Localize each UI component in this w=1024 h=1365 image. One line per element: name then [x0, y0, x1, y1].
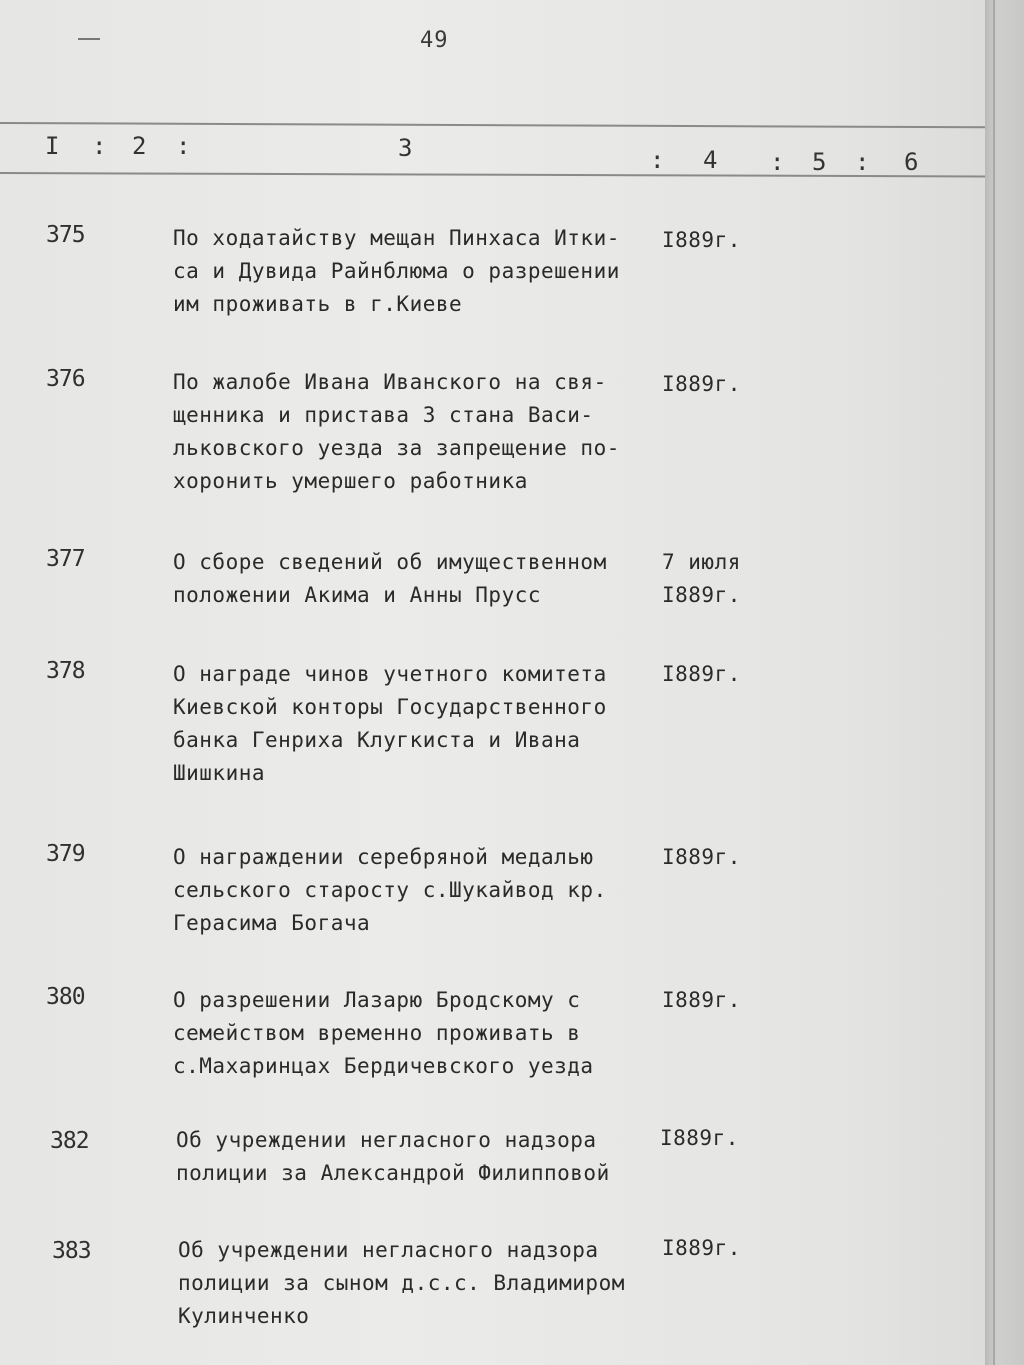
entry-title-line: хоронить умершего работника [173, 469, 528, 493]
entry-date [662, 841, 762, 874]
page-number: 49 [420, 28, 449, 53]
entry-title-line: Об учреждении негласного надзора [176, 1128, 597, 1152]
entry-number: 377 [46, 546, 85, 572]
entry-title-line: Герасима Богача [173, 911, 371, 935]
column-header-5: 5 [812, 148, 827, 176]
column-header-4: 4 [703, 146, 718, 174]
entry-title [173, 841, 653, 940]
entry-title [173, 366, 653, 498]
entry-date-line: 7 июля [662, 550, 741, 574]
entry-title [178, 1234, 658, 1333]
entry-number: 379 [46, 841, 85, 867]
entry-number: 380 [46, 984, 85, 1010]
column-separator: : [176, 132, 191, 160]
entry-number: 383 [52, 1238, 91, 1264]
entry-title [173, 658, 653, 790]
entry-title-line: сельского старосту с.Шукайвод кр. [173, 878, 607, 902]
column-separator: : [650, 146, 665, 174]
entry-title-line: Шишкина [173, 761, 266, 785]
column-header-6: 6 [904, 148, 919, 176]
entry-title-line: О награждении серебряной медалью [173, 845, 594, 869]
entry-title-line: О разрешении Лазарю Бродскому с [173, 988, 581, 1012]
column-separator: : [92, 132, 107, 160]
entry-date [660, 1122, 760, 1155]
entry-number: 375 [46, 222, 85, 248]
entry-title [173, 984, 653, 1083]
entry-title-line: с.Махаринцах Бердичевского уезда [173, 1054, 594, 1078]
entry-title-line: полиции за сыном д.с.с. Владимиром [178, 1271, 625, 1295]
entry-date-line: I889г. [662, 845, 741, 869]
entry-date-line: I889г. [662, 228, 741, 252]
entry-title-line: Киевской конторы Государственного [173, 695, 607, 719]
entry-date-line: I889г. [662, 372, 741, 396]
entry-title-line: положении Акима и Анны Прусс [173, 583, 542, 607]
entry-title-line: банка Генриха Клугкиста и Ивана [173, 728, 581, 752]
entry-title-line: полиции за Александрой Филипповой [176, 1161, 610, 1185]
entry-title-line: Об учреждении негласного надзора [178, 1238, 599, 1262]
entry-title [176, 1124, 656, 1190]
entry-number: 378 [46, 658, 85, 684]
entry-date-line: I889г. [660, 1126, 739, 1150]
column-header-1: I [45, 132, 60, 160]
entry-title-line: Кулинченко [178, 1304, 310, 1328]
entry-title-line: им проживать в г.Киеве [173, 292, 463, 316]
entry-date [662, 658, 762, 691]
entry-date-line: I889г. [662, 988, 741, 1012]
entry-title-line: щенника и пристава 3 стана Васи- [173, 403, 594, 427]
page-edge [985, 0, 1024, 1365]
entry-date-line: I889г. [662, 583, 741, 607]
entry-date [662, 984, 762, 1017]
entry-date-line: I889г. [662, 1236, 741, 1260]
page-edge-line [993, 0, 995, 1365]
column-separator: : [770, 148, 785, 176]
entry-title-line: са и Дувида Райнблюма о разрешении [173, 259, 620, 283]
entry-date [662, 224, 762, 257]
entry-date [662, 1232, 762, 1265]
entry-title-line: О награде чинов учетного комитета [173, 662, 607, 686]
entry-title-line: семейством временно проживать в [173, 1021, 581, 1045]
entry-date [662, 368, 762, 401]
entry-title-line: По ходатайству мещан Пинхаса Итки- [173, 226, 620, 250]
entry-number: 376 [46, 366, 85, 392]
entry-title-line: По жалобе Ивана Иванского на свя- [173, 370, 607, 394]
column-header-3: 3 [398, 134, 413, 162]
entry-title-line: О сборе сведений об имущественном [173, 550, 607, 574]
entry-date [662, 546, 762, 612]
corner-dash-mark [78, 38, 100, 40]
entry-title [173, 222, 653, 321]
column-header-2: 2 [132, 132, 147, 160]
entry-number: 382 [50, 1128, 89, 1154]
column-separator: : [855, 148, 870, 176]
entry-title-line: льковского уезда за запрещение по- [173, 436, 620, 460]
entry-title [173, 546, 653, 612]
entry-date-line: I889г. [662, 662, 741, 686]
